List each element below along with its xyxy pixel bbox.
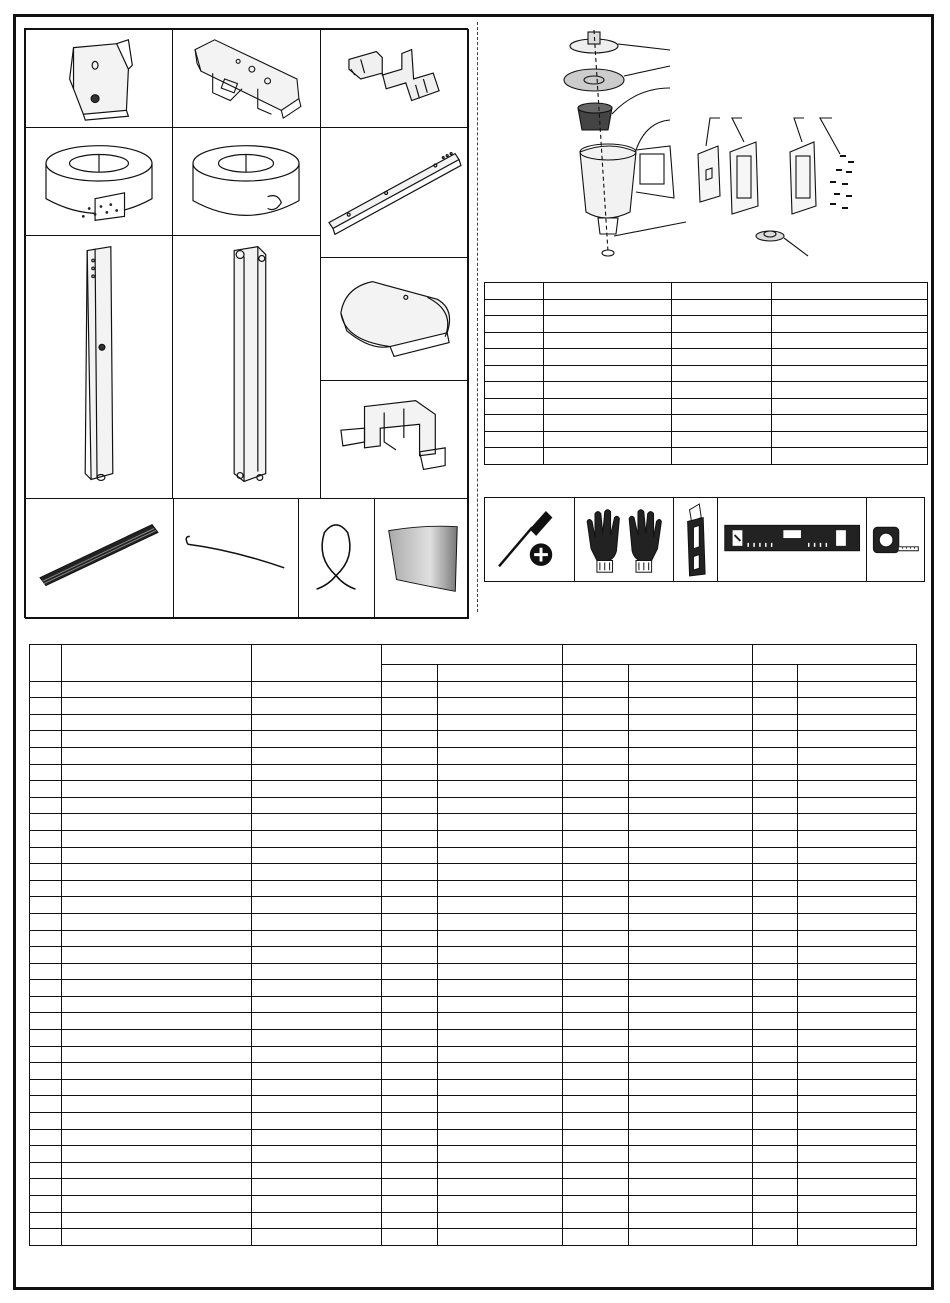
table-row [30, 1179, 917, 1196]
table-row [30, 880, 917, 897]
part-upright-column [172, 235, 321, 499]
table-row [30, 747, 917, 764]
table-row [485, 431, 928, 448]
part-post-cap [320, 257, 469, 381]
table-row [30, 714, 917, 731]
table-row [30, 814, 917, 831]
table-row [485, 365, 928, 382]
tools-required [484, 497, 925, 582]
part-cord [173, 498, 299, 619]
part-bottom-plate [25, 29, 173, 128]
table-row [30, 1046, 917, 1063]
tape-measure-icon [867, 498, 924, 581]
table-row [485, 398, 928, 415]
table-row [30, 1013, 917, 1030]
table-row [485, 332, 928, 349]
table-row [30, 913, 917, 930]
table-row [30, 1030, 917, 1047]
table-row [30, 1079, 917, 1096]
table-row [30, 1113, 917, 1130]
skimmer-exploded-diagram [540, 22, 930, 277]
table-row [30, 980, 917, 997]
table-row [30, 781, 917, 798]
table-row [30, 864, 917, 881]
table-row [485, 316, 928, 333]
column-divider [477, 22, 478, 612]
table-row [485, 283, 928, 300]
table-row [30, 847, 917, 864]
table-row [485, 415, 928, 432]
table-row [30, 797, 917, 814]
table-row [485, 448, 928, 465]
table-row [30, 1229, 917, 1246]
spirit-level-icon [718, 498, 867, 581]
table-row [30, 1096, 917, 1113]
part-liner-roll [172, 127, 321, 236]
part-coping-bracket [320, 380, 469, 499]
table-row [30, 897, 917, 914]
table-row [30, 731, 917, 748]
parts-grid [24, 28, 468, 618]
part-bottom-track [25, 498, 174, 619]
part-liner-roll-perforated [25, 127, 173, 236]
utility-knife-icon [674, 498, 718, 581]
table-header-row [30, 645, 917, 665]
part-top-rail [320, 127, 469, 258]
table-row [485, 382, 928, 399]
table-row [30, 830, 917, 847]
table-row [485, 349, 928, 366]
part-stabilizer-bracket [320, 29, 469, 128]
table-row [30, 1146, 917, 1163]
table-row [30, 947, 917, 964]
table-row [30, 1196, 917, 1213]
table-row [30, 698, 917, 715]
table-row [30, 1129, 917, 1146]
parts-list-table [29, 644, 917, 1246]
table-row [485, 299, 928, 316]
skimmer-parts-table [484, 282, 928, 465]
table-row [30, 963, 917, 980]
table-row [30, 996, 917, 1013]
part-upright-post [25, 235, 173, 499]
table-row [30, 681, 917, 698]
table-row [30, 1212, 917, 1229]
gloves-icon [575, 498, 675, 581]
table-row [30, 764, 917, 781]
part-top-plate [172, 29, 321, 128]
table-row [30, 1063, 917, 1080]
part-wall-panel [374, 498, 469, 619]
table-row [30, 1162, 917, 1179]
part-clip [298, 498, 375, 619]
screwdriver-icon [485, 498, 575, 581]
table-row [30, 930, 917, 947]
